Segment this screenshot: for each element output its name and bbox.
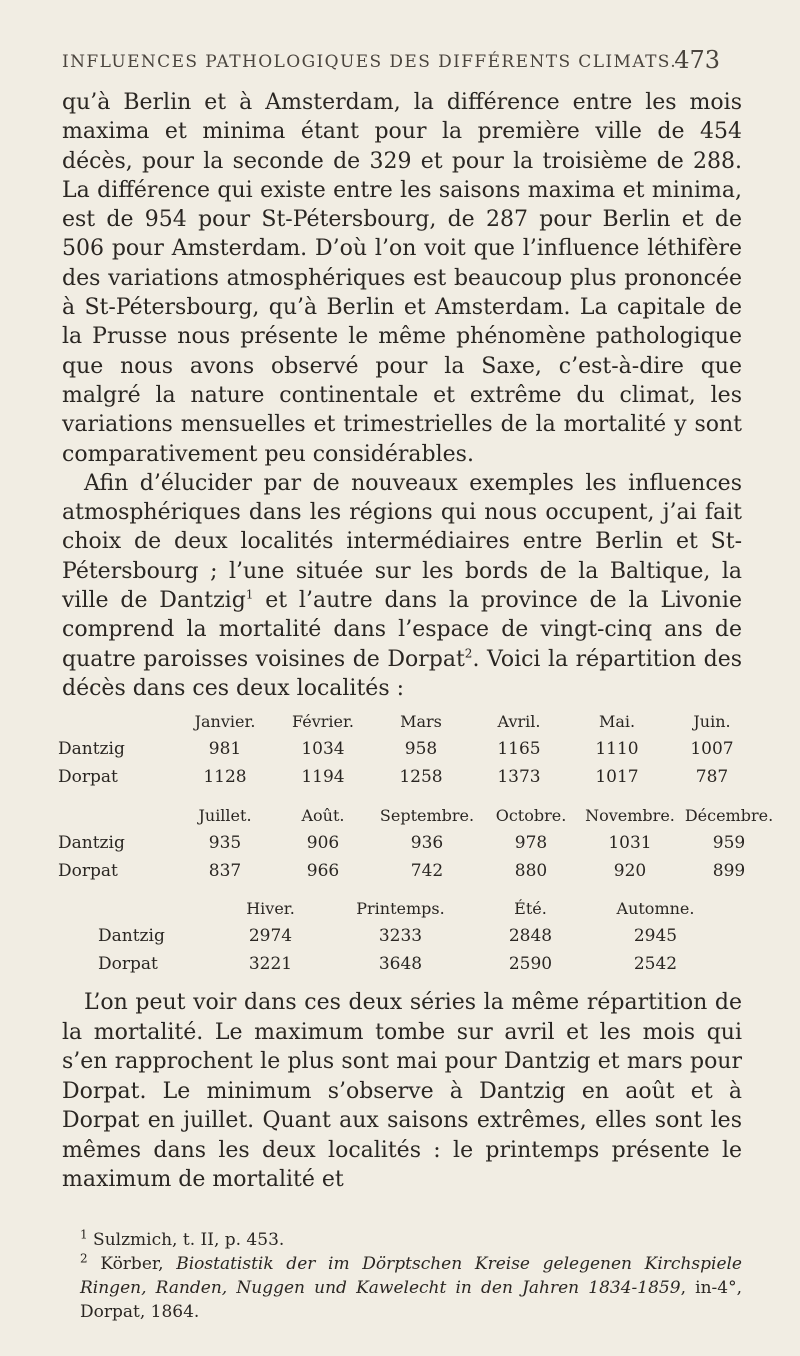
table-cell: 936 [410,833,444,853]
table-cell: 1034 [301,739,345,759]
row-label: Dorpat [58,767,118,787]
body-text [62,88,742,703]
column-header: Janvier. [194,712,256,731]
table-cell: 1128 [203,767,247,787]
table-cell: 1031 [608,833,652,853]
column-header: Printemps. [356,899,445,918]
table-cell: 1017 [595,767,639,787]
page-number: 473 [674,46,720,74]
table-cell: 920 [613,861,647,881]
table-cell: 2848 [508,926,553,946]
column-header: Octobre. [495,806,567,825]
table-row [58,735,758,763]
column-header: Avril. [497,712,541,731]
table-row [58,829,778,857]
table-header-row [58,708,758,735]
mortality-table-jan-jun [58,708,758,791]
table-cell: 1110 [595,739,639,759]
footnote-2 [80,1252,742,1324]
row-label: Dantzig [58,739,125,759]
footnote-1 [80,1228,742,1252]
table-cell: 966 [306,861,340,881]
table-cell: 1258 [399,767,443,787]
table-cell: 1165 [497,739,541,759]
row-label: Dantzig [58,833,125,853]
table-cell: 978 [514,833,548,853]
paragraph-1: qu’à Berlin et à Amsterdam, la différence entre les mois maxima et minima étant pour la première ville de 454 décès, pour la seconde de 329 et pour la troisième de 288. La différence qui existe entre les saisons maxima et minima, est de 954 pour St-Pétersbourg, de 287 pour Berlin et de 506 pour Amsterdam. D’où l’on voit que l’influence léthifère des variations atmosphériques est beaucoup plus prononcée à St-Pétersbourg, qu’à Berlin et Amsterdam. La capitale de la Prusse nous présente le même phénomène pathologique que nous avons observé pour la Saxe, c’est-à-dire que malgré la nature continentale et extrême du climat, les variations mensuelles et trimestrielles de la mortalité y sont comparativement peu considérables. [62,90,742,467]
column-header: Mai. [598,712,636,731]
table-cell: 1194 [301,767,345,787]
paragraph-2-part-b: et l’autre dans la province de la Livonie comprend la mortalité dans l’espace de vingt-cinq ans de quatre paroisses voisines de Dorpat [62,588,742,672]
table-row [58,857,778,885]
table-cell: 2542 [633,954,678,974]
table-row [58,763,758,791]
table-cell: 899 [712,861,746,881]
footnote-mark-1: 1 [80,1227,88,1242]
table-header-row [58,802,778,829]
footnote-ref-2[interactable]: 2 [464,646,473,661]
running-head: INFLUENCES PATHOLOGIQUES DES DIFFÉRENTS CLIMATS. [62,52,678,72]
table-cell: 3221 [248,954,293,974]
column-header: Automne. [616,899,695,918]
footnote-ref-1[interactable]: 1 [245,587,254,602]
table-corner [98,895,208,922]
table-row [98,922,718,950]
table-cell: 742 [410,861,444,881]
mortality-table-jul-dec [58,802,778,885]
body-text-continued [62,988,742,1195]
paragraph-3: L’on peut voir dans ces deux séries la même répartition de la mortalité. Le maximum tombe sur avril et les mois qui s’en rapprochent le plus sont mai pour Dantzig et mars pour Dorpat. Le minimum s’observe à Dantzig en août et à Dorpat en juillet. Quant aux saisons extrêmes, elles sont les mêmes dans les deux localités : le printemps présente le maximum de mortalité et [62,990,742,1192]
row-label: Dantzig [98,926,165,946]
column-header: Novembre. [585,806,675,825]
row-label: Dorpat [58,861,118,881]
column-header: Juillet. [198,806,252,825]
column-header: Décembre. [684,806,774,825]
footnote-2-rest: , in-4°, Dorpat, 1864. [80,1278,742,1322]
column-header: Juin. [693,712,731,731]
column-header: Hiver. [246,899,295,918]
table-corner [58,708,176,735]
footnotes [62,1228,742,1324]
mortality-table-seasons [98,895,718,978]
table-cell: 2945 [633,926,678,946]
column-header: Août. [301,806,345,825]
footnote-2-author: Körber, [100,1254,177,1274]
table-row [98,950,718,978]
column-header: Été. [514,899,547,918]
footnote-1-text: Sulzmich, t. II, p. 453. [93,1230,285,1250]
table-cell: 837 [208,861,242,881]
table-cell: 958 [404,739,438,759]
paragraph-2-part-a: Afin d’élucider par de nouveaux exemples les influences atmosphériques dans les régions qui nous occupent, j’ai fait choix de deux localités intermédiaires entre Berlin et St-Pétersbourg ; l’une située sur les bords de la Baltique, la ville de Dantzig [62,470,742,614]
table-cell: 935 [208,833,242,853]
table-cell: 959 [712,833,746,853]
column-header: Mars [400,712,442,731]
table-cell: 3648 [378,954,423,974]
column-header: Février. [292,712,354,731]
table-header-row [98,895,718,922]
table-cell: 880 [514,861,548,881]
table-cell: 2974 [248,926,293,946]
table-corner [58,802,176,829]
footnote-mark-2: 2 [80,1251,88,1266]
table-cell: 3233 [378,926,423,946]
row-label: Dorpat [98,954,158,974]
table-cell: 787 [695,767,729,787]
table-cell: 906 [306,833,340,853]
paragraph-2-part-c: . Voici la répartition des décès dans ces deux localités : [62,646,742,701]
column-header: Septembre. [379,806,475,825]
table-cell: 1373 [497,767,541,787]
table-cell: 981 [208,739,242,759]
paragraph-2 [62,469,742,703]
footnote-2-title: Biostatistik der im Dörptschen Kreise gelegenen Kirchspiele Ringen, Randen, Nuggen und Kawelecht in den Jahren 1834-1859 [80,1254,742,1298]
table-cell: 2590 [508,954,553,974]
table-cell: 1007 [690,739,734,759]
